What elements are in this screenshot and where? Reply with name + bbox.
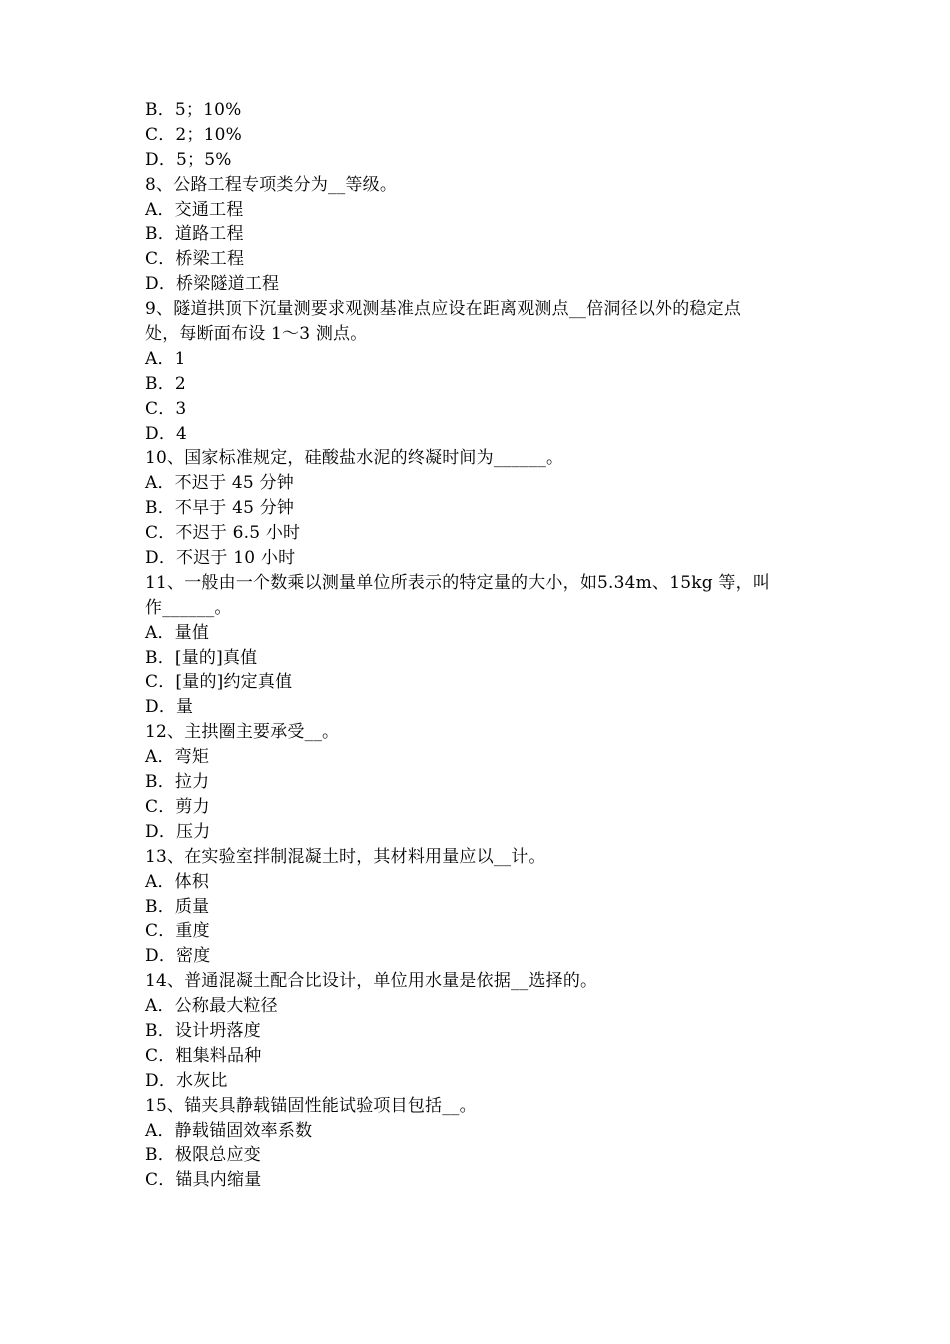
option-line: D．量 bbox=[145, 697, 194, 718]
option-line: D．密度 bbox=[145, 946, 211, 967]
question-line: 处，每断面布设 1～3 测点。 bbox=[145, 324, 368, 345]
option-line: C．粗集料品种 bbox=[145, 1045, 262, 1066]
question-line: 14、普通混凝土配合比设计，单位用水量是依据__选择的。 bbox=[145, 971, 598, 992]
question-line: 12、主拱圈主要承受__。 bbox=[145, 722, 340, 743]
question-line: 9、隧道拱顶下沉量测要求观测基准点应设在距离观测点__倍洞径以外的稳定点 bbox=[145, 299, 742, 320]
option-line: D．5；5% bbox=[145, 149, 232, 170]
option-line: C．桥梁工程 bbox=[145, 249, 245, 270]
option-line: C．3 bbox=[145, 398, 187, 419]
option-line: D．不迟于 10 小时 bbox=[145, 548, 296, 569]
option-line: C．2；10% bbox=[145, 124, 243, 145]
question-line: 13、在实验室拌制混凝土时，其材料用量应以__计。 bbox=[145, 846, 546, 867]
option-line: B．拉力 bbox=[145, 772, 210, 793]
option-line: B．设计坍落度 bbox=[145, 1020, 261, 1041]
option-line: A．不迟于 45 分钟 bbox=[145, 473, 294, 494]
option-line: C．[量的]约定真值 bbox=[145, 672, 293, 693]
option-line: B．道路工程 bbox=[145, 224, 244, 245]
option-line: A．交通工程 bbox=[145, 199, 244, 220]
option-line: C．重度 bbox=[145, 921, 210, 942]
question-line: 10、国家标准规定，硅酸盐水泥的终凝时间为______。 bbox=[145, 448, 564, 469]
option-line: D．4 bbox=[145, 423, 188, 444]
option-line: C．不迟于 6.5 小时 bbox=[145, 523, 301, 544]
option-line: B．不早于 45 分钟 bbox=[145, 498, 295, 519]
document-page bbox=[145, 98, 815, 1193]
option-line: A．公称最大粒径 bbox=[145, 996, 278, 1017]
option-line: A．体积 bbox=[145, 871, 210, 892]
option-line: D．水灰比 bbox=[145, 1070, 228, 1091]
option-line: D．桥梁隧道工程 bbox=[145, 274, 280, 295]
option-line: B．极限总应变 bbox=[145, 1145, 261, 1166]
question-line: 作______。 bbox=[145, 597, 232, 618]
option-line: B．质量 bbox=[145, 896, 210, 917]
option-line: B．2 bbox=[145, 373, 186, 394]
option-line: A．量值 bbox=[145, 622, 210, 643]
option-line: B．[量的]真值 bbox=[145, 647, 258, 668]
option-line: D．压力 bbox=[145, 821, 211, 842]
option-line: A．1 bbox=[145, 348, 186, 369]
option-line: C．剪力 bbox=[145, 796, 210, 817]
option-line: A．静载锚固效率系数 bbox=[145, 1120, 313, 1141]
option-line: A．弯矩 bbox=[145, 747, 210, 768]
option-line: B．5；10% bbox=[145, 100, 242, 120]
question-line: 11、一般由一个数乘以测量单位所表示的特定量的大小，如5.34m、15kg 等，叫 bbox=[145, 572, 771, 593]
question-line: 15、锚夹具静载锚固性能试验项目包括__。 bbox=[145, 1095, 477, 1116]
option-line: C．锚具内缩量 bbox=[145, 1170, 262, 1191]
question-line: 8、公路工程专项类分为__等级。 bbox=[145, 174, 398, 195]
